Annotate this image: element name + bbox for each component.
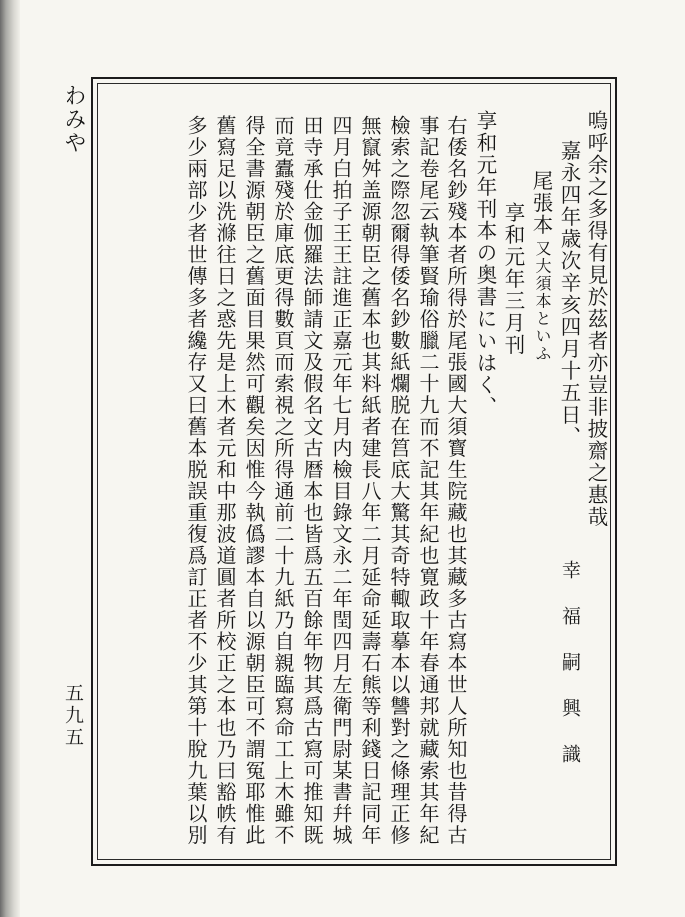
text-column-4: 享和元年三月刊 bbox=[501, 202, 525, 356]
author-signature: 幸福嗣興識 bbox=[559, 560, 581, 790]
text-column-8: 檢索之際忽爾得倭名鈔數紙爛脱在筥底大驚其奇特輙取摹本以讐對之條理正修 bbox=[387, 115, 411, 846]
page-number: 五九五 bbox=[62, 683, 84, 749]
text-column-3: 尾張本 bbox=[529, 170, 553, 236]
running-title: わみや bbox=[61, 84, 86, 155]
text-column-7: 事記卷尾云執筆賢瑜俗臘二十九而不記其年紀也寛政十年春通邦就藏索其年紀 bbox=[416, 115, 440, 846]
text-column-11: 田寺承仕金伽羅法師請文及假名文古暦本也皆爲五百餘年物其爲古寫可推知既 bbox=[300, 115, 324, 846]
text-column-5: 享和元年刊本の奥書にいはく、 bbox=[473, 110, 497, 418]
text-column-1: 嗚呼余之多得有見於茲者亦豈非披齋之惠哉 bbox=[584, 110, 608, 528]
text-column-13: 得全書源朝臣之舊面目果然可觀矣因惟今執僞謬本自以源朝臣可不謂冤耶惟此 bbox=[242, 115, 266, 846]
text-column-4-note: 又大須本といふ bbox=[533, 240, 552, 363]
text-column-14: 舊寫足以洗滌往日之惑先是上木者元和中那波道圓者所校正之本也乃曰豁帙有 bbox=[213, 115, 237, 846]
text-column-15: 多少兩部少者世傳多者纔存又曰舊本脱誤重復爲訂正者不少其第十脫九葉以別 bbox=[184, 115, 208, 846]
text-column-9: 無竄舛盖源朝臣之舊本也其料紙者建長八年二月延命延壽石熊等利錢日記同年 bbox=[358, 115, 382, 846]
text-column-6: 右倭名鈔殘本者所得於尾張國大須寳生院藏也其藏多古寫本世人所知也昔得古 bbox=[444, 115, 468, 846]
text-column-12: 而竟蠹殘於庫底更得數頁而索視之所得通前二十九紙乃自親臨寫命工上木雖不 bbox=[271, 115, 295, 846]
text-column-10: 四月白拍子王王註進正嘉元年七月内檢目錄文永二年閏四月左衛門尉某書幷城 bbox=[329, 115, 353, 846]
text-column-2: 嘉永四年歳次辛亥四月十五日、 bbox=[557, 140, 581, 448]
